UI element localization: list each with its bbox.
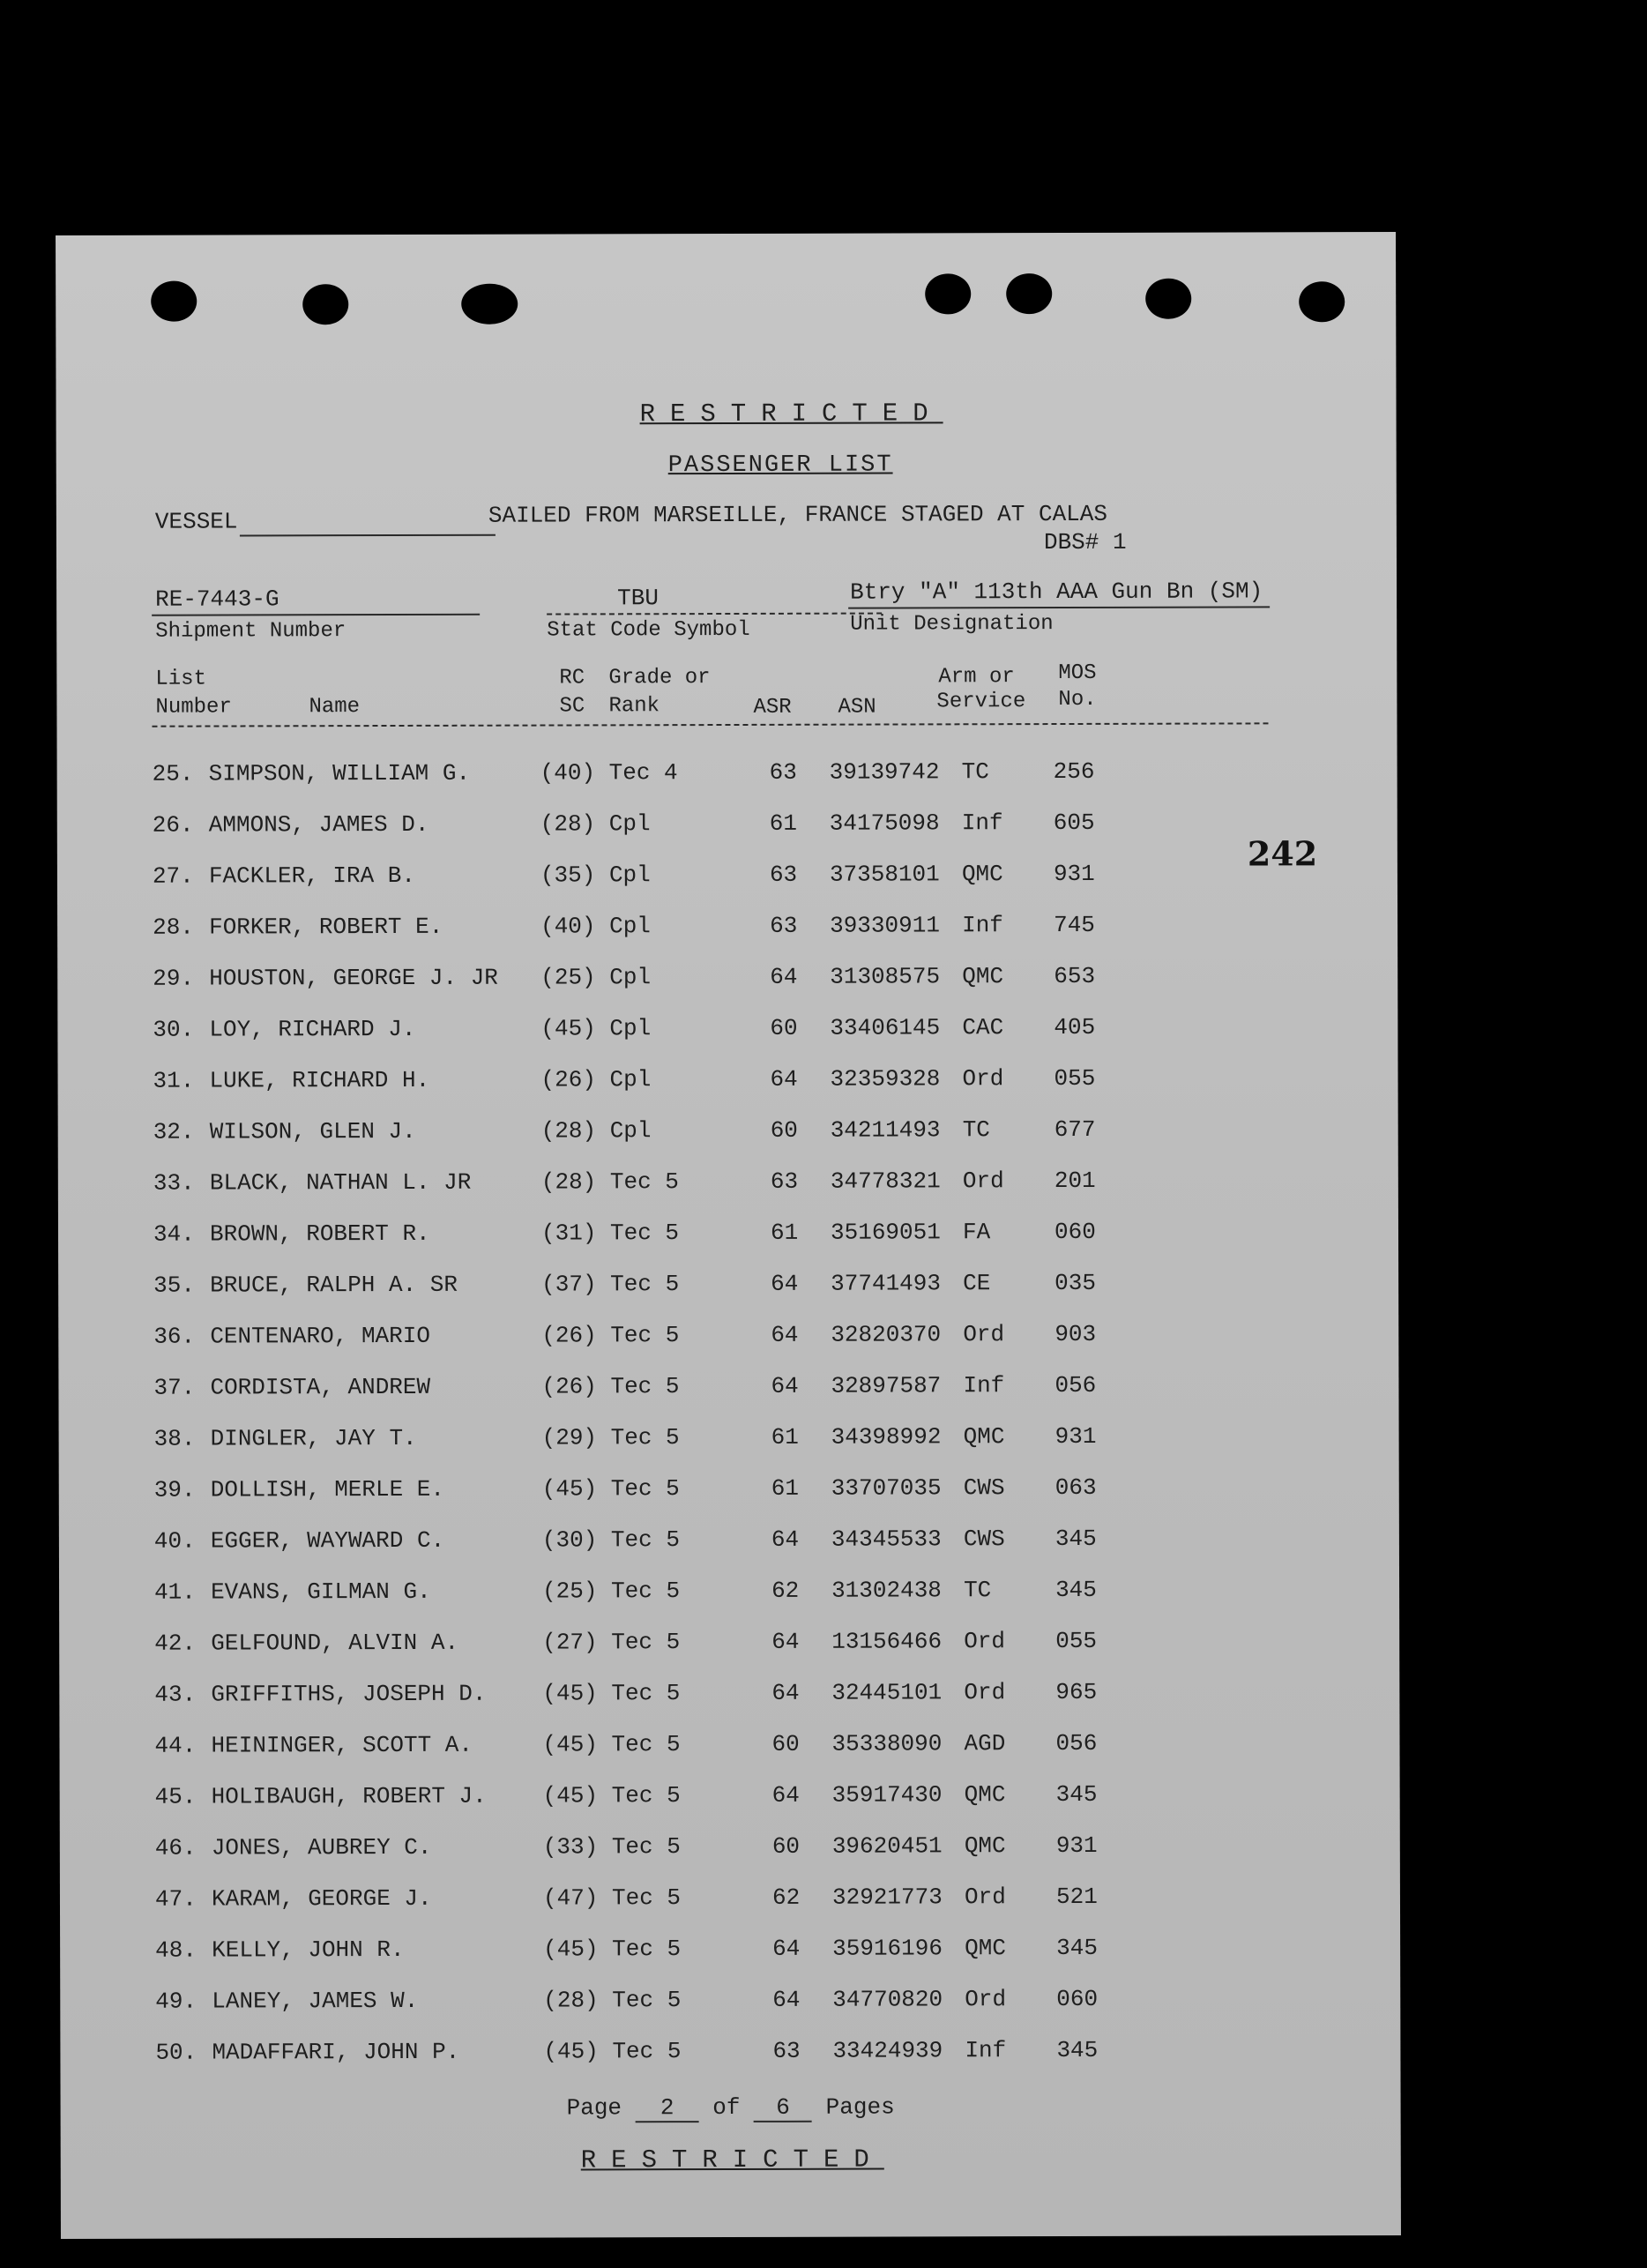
rc-sc-code: (45) <box>542 1680 598 1707</box>
rc-sc-code: (45) <box>542 1782 599 1809</box>
arm-service: Ord <box>962 1065 1004 1093</box>
list-number: 34. <box>153 1220 195 1248</box>
rc-sc-code: (40) <box>540 759 596 787</box>
grade-rank: Cpl <box>609 1066 652 1093</box>
army-serial-number: 35916196 <box>832 1935 943 1962</box>
asr-score: 63 <box>769 758 797 786</box>
mos-number: 060 <box>1054 1218 1096 1246</box>
passenger-name: DOLLISH, MERLE E. <box>210 1475 445 1503</box>
rc-sc-code: (28) <box>540 810 596 838</box>
arm-service: CE <box>963 1270 991 1297</box>
rc-sc-code: (28) <box>540 1168 597 1196</box>
rc-sc-code: (26) <box>540 1066 596 1093</box>
col-header-number: Number <box>155 695 232 720</box>
rc-sc-code: (27) <box>542 1629 598 1656</box>
passenger-name: CENTENARO, MARIO <box>210 1322 430 1350</box>
grade-rank: Tec 5 <box>612 1987 682 2014</box>
unit-designation-label: Unit Designation <box>850 612 1054 637</box>
mos-number: 345 <box>1055 1525 1097 1553</box>
header-rule <box>152 722 1268 727</box>
shipment-underline <box>152 614 480 616</box>
list-number: 43. <box>154 1681 197 1708</box>
mos-number: 405 <box>1054 1013 1096 1041</box>
arm-service: QMC <box>961 861 1003 888</box>
grade-rank: Tec 5 <box>611 1578 681 1605</box>
mos-number: 931 <box>1055 1422 1097 1451</box>
mos-number: 965 <box>1055 1678 1098 1706</box>
rc-sc-code: (31) <box>540 1220 597 1247</box>
page-total: 6 <box>754 2094 812 2123</box>
arm-service: Inf <box>961 809 1003 837</box>
arm-service: Inf <box>965 2037 1007 2064</box>
grade-rank: Tec 5 <box>611 1731 681 1758</box>
asr-score: 64 <box>771 1781 800 1809</box>
rc-sc-code: (25) <box>542 1578 598 1605</box>
asr-score: 63 <box>770 1168 799 1195</box>
asr-score: 64 <box>771 1270 799 1297</box>
shipment-number-label: Shipment Number <box>155 619 347 644</box>
list-number: 46. <box>154 1834 197 1861</box>
passenger-name: BROWN, ROBERT R. <box>209 1220 430 1248</box>
grade-rank: Tec 5 <box>611 1884 682 1912</box>
rc-sc-code: (45) <box>541 1475 598 1503</box>
list-number: 37. <box>153 1374 196 1401</box>
passenger-name: HOLIBAUGH, ROBERT J. <box>211 1782 487 1810</box>
mos-number: 063 <box>1055 1473 1097 1502</box>
passenger-name: EVANS, GILMAN G. <box>211 1578 431 1606</box>
asr-score: 64 <box>771 1526 800 1553</box>
army-serial-number: 13156466 <box>831 1628 943 1655</box>
army-serial-number: 39620451 <box>831 1832 943 1860</box>
arm-service: TC <box>961 758 989 786</box>
arm-service: Ord <box>963 1321 1005 1348</box>
list-number: 40. <box>153 1527 196 1555</box>
grade-rank: Tec 5 <box>610 1271 680 1298</box>
asr-score: 61 <box>771 1423 799 1451</box>
mos-number: 345 <box>1056 2036 1099 2064</box>
passenger-name: DINGLER, JAY T. <box>210 1424 417 1452</box>
mos-number: 903 <box>1055 1320 1097 1348</box>
grade-rank: Tec 5 <box>609 1220 680 1247</box>
asr-score: 64 <box>772 1986 801 2013</box>
arm-service: Ord <box>964 1679 1006 1706</box>
list-number: 45. <box>154 1783 197 1810</box>
passenger-name: MADAFFARI, JOHN P. <box>212 2038 460 2066</box>
passenger-name: EGGER, WAYWARD C. <box>210 1526 445 1555</box>
stat-code: TBU <box>617 585 659 612</box>
arm-service: Ord <box>964 1628 1006 1655</box>
col-header-mos: MOS <box>1058 660 1097 686</box>
rc-sc-code: (25) <box>540 964 596 991</box>
passenger-name: KARAM, GEORGE J. <box>211 1884 432 1913</box>
col-header-mos-no: No. <box>1058 687 1097 712</box>
classification-bottom: RESTRICTED <box>580 2145 884 2175</box>
rc-sc-code: (30) <box>541 1526 598 1554</box>
page-word: Page <box>566 2094 622 2122</box>
asr-score: 64 <box>770 1065 798 1093</box>
asr-score: 64 <box>772 1935 801 1962</box>
list-number: 25. <box>152 760 194 787</box>
passenger-name: LOY, RICHARD J. <box>209 1015 416 1043</box>
army-serial-number: 31302438 <box>831 1577 942 1604</box>
army-serial-number: 32897587 <box>831 1372 942 1399</box>
col-header-grade: Grade or <box>608 666 711 690</box>
page-stamp-number: 242 <box>1247 833 1318 874</box>
army-serial-number: 34175098 <box>829 809 940 837</box>
asr-score: 61 <box>769 809 798 837</box>
grade-rank: Tec 5 <box>611 1782 681 1809</box>
asr-score: 61 <box>770 1219 799 1246</box>
grade-rank: Tec 5 <box>610 1373 680 1400</box>
arm-service: TC <box>962 1116 990 1144</box>
passenger-name: BRUCE, RALPH A. SR <box>210 1271 458 1299</box>
of-word: of <box>712 2093 741 2122</box>
punch-hole <box>151 281 197 322</box>
vessel-underline <box>240 534 496 537</box>
punch-hole <box>1299 281 1345 322</box>
passenger-name: GELFOUND, ALVIN A. <box>211 1629 459 1657</box>
army-serial-number: 32820370 <box>831 1321 942 1348</box>
passenger-name: SIMPSON, WILLIAM G. <box>208 759 471 787</box>
list-number: 35. <box>153 1272 195 1299</box>
list-number: 41. <box>154 1578 196 1606</box>
passenger-name: FORKER, ROBERT E. <box>209 913 443 941</box>
arm-service: Ord <box>964 1884 1006 1911</box>
rc-sc-code: (37) <box>541 1271 597 1298</box>
asr-score: 63 <box>772 2037 801 2064</box>
grade-rank: Tec 5 <box>612 1936 682 1963</box>
document-page <box>56 232 1401 2239</box>
grade-rank: Tec 5 <box>611 1680 681 1707</box>
grade-rank: Tec 4 <box>608 759 678 787</box>
col-header-asn: ASN <box>838 695 876 720</box>
arm-service: CWS <box>963 1474 1005 1502</box>
col-header-list: List <box>155 667 206 691</box>
arm-service: Ord <box>962 1168 1004 1195</box>
arm-service: TC <box>964 1577 992 1604</box>
grade-rank: Cpl <box>609 913 651 940</box>
rc-sc-code: (33) <box>542 1833 599 1861</box>
punch-hole <box>302 284 348 325</box>
army-serial-number: 34778321 <box>830 1168 941 1195</box>
asr-score: 60 <box>770 1014 798 1041</box>
arm-service: QMC <box>964 1832 1006 1860</box>
grade-rank: Tec 5 <box>612 2038 682 2065</box>
mos-number: 345 <box>1056 1934 1098 1962</box>
grade-rank: Cpl <box>609 1117 652 1145</box>
grade-rank: Cpl <box>608 810 651 838</box>
asr-score: 64 <box>771 1679 800 1706</box>
list-number: 30. <box>153 1016 195 1043</box>
arm-service: FA <box>962 1219 991 1246</box>
col-header-rc: RC <box>559 666 585 690</box>
army-serial-number: 39139742 <box>829 758 940 786</box>
mos-number: 931 <box>1055 1832 1098 1860</box>
asr-score: 61 <box>771 1474 800 1502</box>
mos-number: 035 <box>1055 1269 1096 1297</box>
pages-word: Pages <box>825 2093 895 2121</box>
list-number: 42. <box>154 1630 197 1657</box>
list-number: 33. <box>153 1169 195 1197</box>
unit-designation: Btry "A" 113th AAA Gun Bn (SM) <box>850 578 1263 606</box>
mos-number: 605 <box>1053 809 1095 837</box>
mos-number: 055 <box>1055 1627 1098 1655</box>
list-number: 50. <box>155 2039 197 2066</box>
army-serial-number: 37358101 <box>829 861 940 888</box>
passenger-name: BLACK, NATHAN L. JR <box>209 1168 472 1197</box>
rc-sc-code: (45) <box>543 2038 599 2065</box>
army-serial-number: 33707035 <box>831 1474 942 1502</box>
punch-hole <box>1006 273 1052 314</box>
arm-service: QMC <box>965 1935 1006 1962</box>
asr-score: 62 <box>771 1577 800 1604</box>
asr-score: 62 <box>771 1884 801 1911</box>
col-header-sc: SC <box>559 694 585 719</box>
punch-hole <box>925 273 971 314</box>
army-serial-number: 34345533 <box>831 1526 942 1553</box>
rc-sc-code: (29) <box>541 1424 598 1451</box>
asr-score: 60 <box>771 1832 801 1860</box>
punch-hole <box>461 284 518 325</box>
list-number: 39. <box>153 1476 196 1503</box>
asr-score: 63 <box>770 912 798 939</box>
passenger-name: LUKE, RICHARD H. <box>209 1066 430 1094</box>
mos-number: 677 <box>1054 1115 1096 1144</box>
mos-number: 055 <box>1054 1064 1096 1093</box>
list-number: 27. <box>152 862 194 890</box>
page-current: 2 <box>636 2094 699 2123</box>
passenger-name: HOUSTON, GEORGE J. JR <box>209 964 498 992</box>
arm-service: Ord <box>965 1986 1007 2013</box>
army-serial-number: 34211493 <box>830 1116 941 1144</box>
army-serial-number: 39330911 <box>830 912 940 939</box>
grade-rank: Tec 5 <box>609 1168 679 1196</box>
list-number: 49. <box>155 1988 197 2015</box>
passenger-name: GRIFFITHS, JOSEPH D. <box>211 1680 487 1708</box>
page-indicator <box>567 2094 895 2123</box>
army-serial-number: 31308575 <box>830 963 941 990</box>
list-number: 32. <box>153 1118 195 1145</box>
mos-number: 345 <box>1055 1780 1098 1809</box>
grade-rank: Cpl <box>609 1015 652 1042</box>
army-serial-number: 32359328 <box>830 1065 941 1093</box>
mos-number: 931 <box>1053 860 1095 888</box>
passenger-name: JONES, AUBREY C. <box>211 1833 432 1861</box>
asr-score: 63 <box>769 861 798 888</box>
rc-sc-code: (26) <box>541 1373 597 1400</box>
grade-rank: Cpl <box>608 862 651 889</box>
army-serial-number: 37741493 <box>831 1270 942 1297</box>
rc-sc-code: (26) <box>541 1322 597 1349</box>
army-serial-number: 32445101 <box>831 1679 943 1706</box>
asr-score: 64 <box>771 1628 800 1655</box>
asr-score: 60 <box>770 1116 798 1144</box>
army-serial-number: 35917430 <box>831 1781 943 1809</box>
col-header-name: Name <box>309 695 361 720</box>
col-header-rank: Rank <box>608 694 660 719</box>
army-serial-number: 32921773 <box>831 1884 943 1911</box>
mos-number: 201 <box>1054 1167 1096 1195</box>
rc-sc-code: (45) <box>543 1936 599 1963</box>
list-number: 29. <box>153 965 195 992</box>
rc-sc-code: (45) <box>542 1731 598 1758</box>
mos-number: 056 <box>1055 1371 1097 1399</box>
col-header-arm: Arm or <box>938 665 1015 690</box>
army-serial-number: 35169051 <box>830 1219 941 1246</box>
mos-number: 745 <box>1054 911 1095 939</box>
passenger-table <box>152 757 1099 2091</box>
army-serial-number: 34770820 <box>832 1986 943 2013</box>
list-number: 28. <box>153 914 194 941</box>
mos-number: 345 <box>1055 1576 1097 1604</box>
army-serial-number: 33424939 <box>832 2037 943 2064</box>
col-header-service: Service <box>936 690 1026 714</box>
arm-service: CWS <box>963 1526 1005 1553</box>
rc-sc-code: (28) <box>543 1987 599 2014</box>
arm-service: Inf <box>963 1372 1005 1399</box>
list-number: 44. <box>154 1732 197 1759</box>
mos-number: 056 <box>1055 1729 1098 1757</box>
arm-service: AGD <box>964 1730 1006 1757</box>
rc-sc-code: (45) <box>540 1015 596 1042</box>
list-number: 47. <box>154 1885 197 1913</box>
stat-code-underline <box>547 613 882 615</box>
grade-rank: Tec 5 <box>610 1322 680 1349</box>
asr-score: 64 <box>771 1372 799 1399</box>
list-number: 31. <box>153 1067 195 1094</box>
rc-sc-code: (47) <box>542 1884 599 1912</box>
sailed-from-text: SAILED FROM MARSEILLE, FRANCE STAGED AT CALAS <box>488 500 1108 529</box>
arm-service: QMC <box>963 1423 1005 1451</box>
rc-sc-code: (40) <box>540 913 596 940</box>
grade-rank: Tec 5 <box>610 1475 680 1503</box>
passenger-name: WILSON, GLEN J. <box>209 1117 416 1145</box>
list-title: PASSENGER LIST <box>667 451 893 480</box>
shipment-number: RE-7443-G <box>155 586 279 613</box>
list-number: 26. <box>152 811 194 839</box>
dbs-number: DBS# 1 <box>1043 528 1127 556</box>
grade-rank: Tec 5 <box>610 1424 680 1451</box>
passenger-name: AMMONS, JAMES D. <box>208 810 429 839</box>
rc-sc-code: (28) <box>540 1117 597 1145</box>
classification-top: RESTRICTED <box>639 399 943 429</box>
arm-service: Inf <box>962 912 1003 939</box>
list-number: 38. <box>153 1425 196 1452</box>
grade-rank: Tec 5 <box>611 1629 681 1656</box>
col-header-asr: ASR <box>753 695 792 720</box>
punch-hole <box>1145 279 1191 319</box>
passenger-name: FACKLER, IRA B. <box>208 862 416 890</box>
army-serial-number: 33406145 <box>830 1014 941 1041</box>
grade-rank: Tec 5 <box>611 1833 681 1861</box>
passenger-name: HEININGER, SCOTT A. <box>211 1731 473 1759</box>
unit-underline <box>848 606 1270 608</box>
grade-rank: Tec 5 <box>610 1526 680 1554</box>
asr-score: 60 <box>771 1730 800 1757</box>
arm-service: QMC <box>962 963 1004 990</box>
mos-number: 521 <box>1055 1883 1098 1911</box>
asr-score: 64 <box>771 1321 799 1348</box>
mos-number: 060 <box>1056 1985 1099 2013</box>
grade-rank: Cpl <box>609 964 652 991</box>
army-serial-number: 34398992 <box>831 1423 942 1451</box>
arm-service: QMC <box>964 1781 1006 1809</box>
mos-number: 256 <box>1053 757 1095 786</box>
passenger-name: KELLY, JOHN R. <box>212 1936 405 1964</box>
passenger-name: LANEY, JAMES W. <box>212 1987 419 2015</box>
stat-code-label: Stat Code Symbol <box>547 617 750 643</box>
asr-score: 64 <box>770 963 798 990</box>
vessel-label: VESSEL <box>154 508 238 535</box>
list-number: 48. <box>155 1936 197 1964</box>
rc-sc-code: (35) <box>540 862 596 889</box>
arm-service: CAC <box>962 1014 1004 1041</box>
army-serial-number: 35338090 <box>831 1730 943 1757</box>
mos-number: 653 <box>1054 962 1096 990</box>
passenger-name: CORDISTA, ANDREW <box>210 1373 431 1401</box>
list-number: 36. <box>153 1323 196 1350</box>
